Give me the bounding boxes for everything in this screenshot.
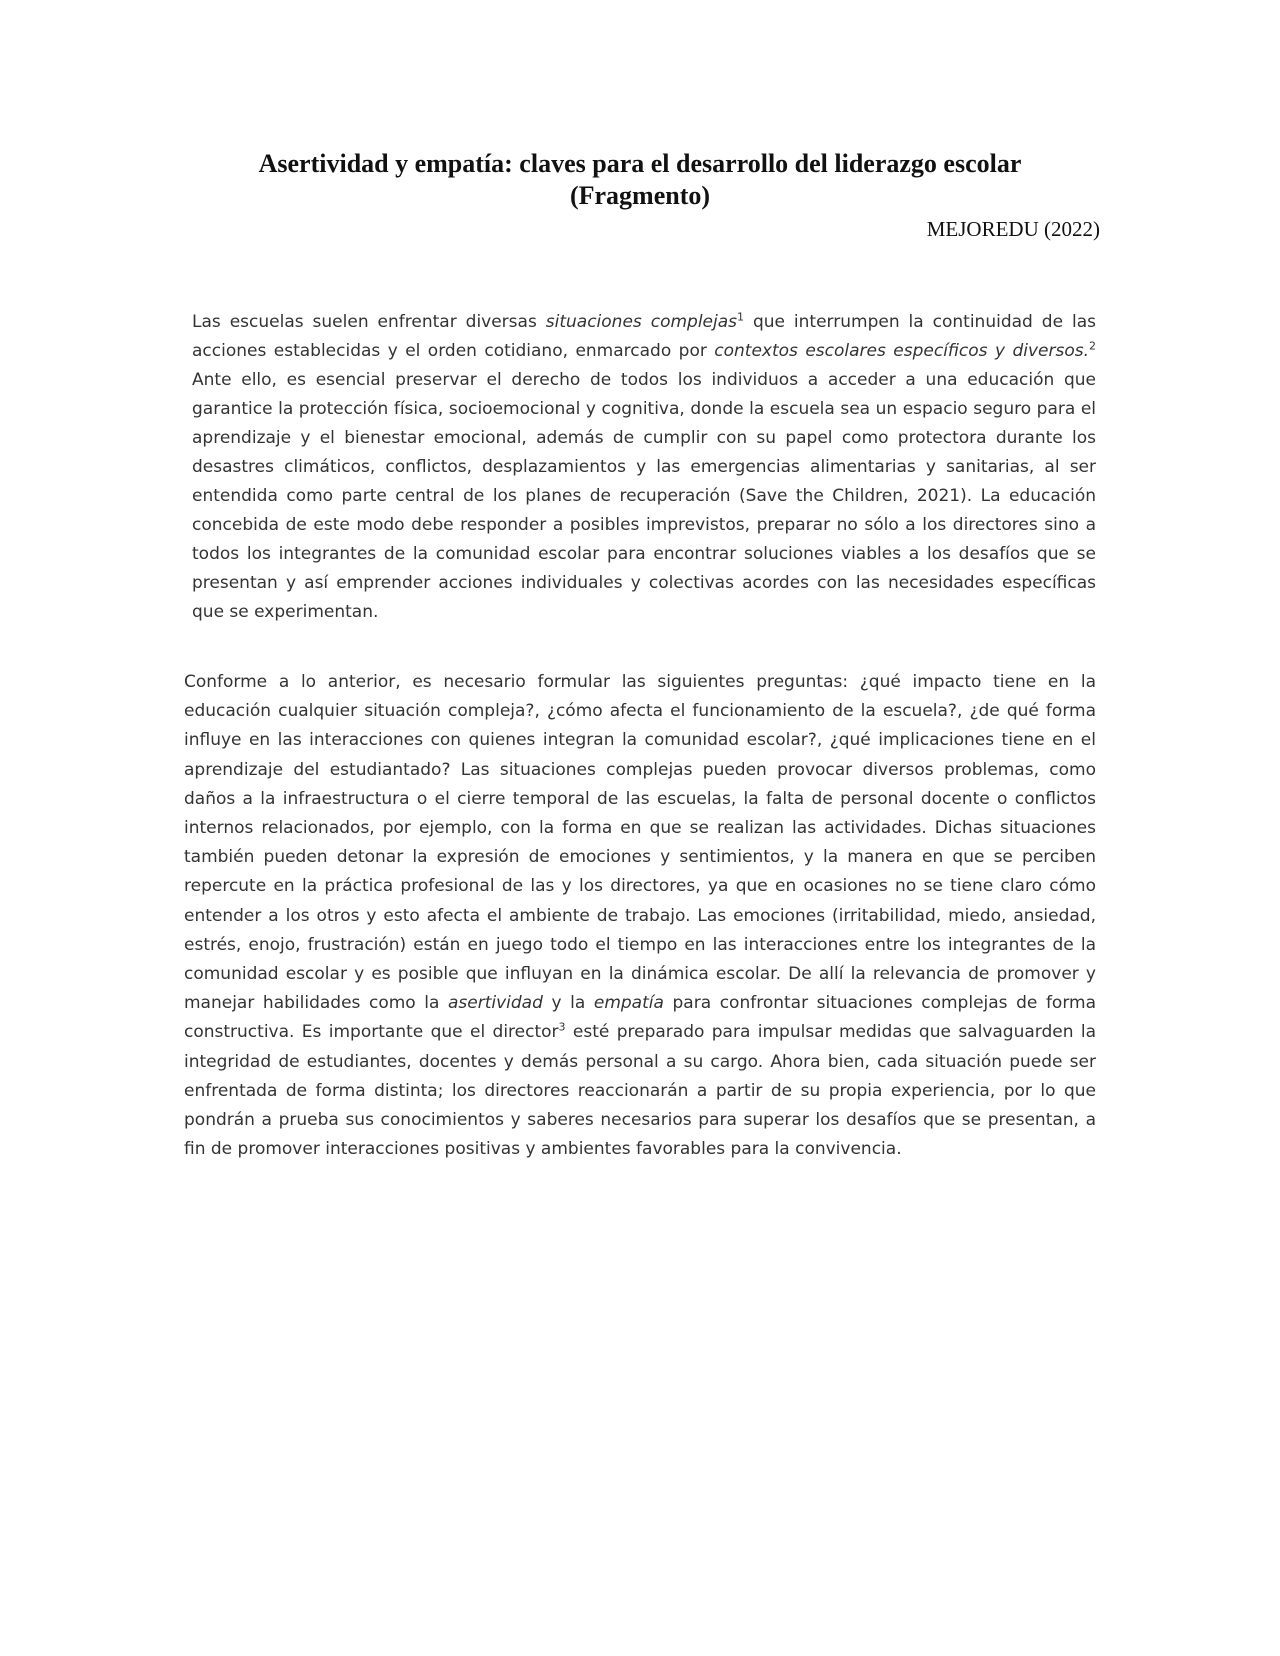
paragraph-1-emphasis-a: situaciones complejas [545, 312, 737, 332]
title-line-1: Asertividad y empatía: claves para el desarrollo del liderazgo escolar [258, 149, 1022, 178]
paragraph-1-emphasis-b: contextos escolares específicos y diversos. [714, 341, 1089, 361]
paragraph-2-text-c: para confrontar situaciones complejas de forma constructiva. Es importante que el director [184, 993, 1096, 1043]
footnote-ref-1[interactable]: 1 [737, 310, 744, 324]
author-citation: MEJOREDU (2022) [926, 217, 1100, 241]
paragraph-2-text-b: y la [542, 993, 594, 1014]
paragraph-2-emphasis-b: empatía [593, 993, 664, 1014]
paragraph-2-text-a: Conforme a lo anterior, es necesario formular las siguientes preguntas: ¿qué impacto tiene en la educación cualquier situación compleja?, ¿cómo afecta el funcionamiento de la escuela?, ¿de qué forma influye en las interacciones con quienes integran la comunidad escolar?, ¿qué implicaciones tiene en el aprendizaje del estudiantado? Las situaciones complejas pueden provocar diversos problemas, como daños a la infraestructura o el cierre temporal de las escuelas, la falta de personal docente o conflictos internos relacionados, por ejemplo, con la forma en que se realizan las actividades. Dichas situaciones también pueden detonar la expresión de emociones y sentimientos, y la manera en que se perciben repercute en la práctica profesional de las y los directores, ya que en ocasiones no se tiene claro cómo entender a los otros y esto afecta el ambiente de trabajo. Las emociones (irritabilidad, miedo, ansiedad, estrés, enojo, frustración) están en juego todo el tiempo en las interacciones entre los integrantes de la comunidad escolar y es posible que influyan en la dinámica escolar. De allí la relevancia de promover y manejar habilidades como la [184, 672, 1096, 1014]
document-title [120, 148, 1160, 212]
paragraph-2-emphasis-a: asertividad [448, 993, 543, 1014]
paragraph-2-text-d: esté preparado para impulsar medidas que salvaguarden la integridad de estudiantes, docentes y demás personal a su cargo. Ahora bien, cada situación puede ser enfrentada de forma distinta; los directores reaccionarán a partir de su propia experiencia, por lo que pondrán a prueba sus conocimientos y saberes necesarios para superar los desafíos que se presentan, a fin de promover interacciones positivas y ambientes favorables para la convivencia. [184, 1022, 1097, 1160]
paragraph-1-text-a: Las escuelas suelen enfrentar diversas [192, 312, 546, 332]
paragraph-2 [184, 668, 1096, 1164]
paragraph-1-text-c: Ante ello, es esencial preservar el derecho de todos los individuos a acceder a una educación que garantice la protección física, socioemocional y cognitiva, donde la escuela sea un espacio seguro para el aprendizaje y el bienestar emocional, además de cumplir con su papel como protectora durante los desastres climáticos, conflictos, desplazamientos y las emergencias alimentarias y sanitarias, al ser entendida como parte central de los planes de recuperación (Save the Children, 2021). La educación concebida de este modo debe responder a posibles imprevistos, preparar no sólo a los directores sino a todos los integrantes de la comunidad escolar para encontrar soluciones viables a los desafíos que se presentan y así emprender acciones individuales y colectivas acordes con las necesidades específicas que se experimentan. [192, 370, 1096, 622]
footnote-ref-2[interactable]: 2 [1088, 339, 1096, 353]
paragraph-1-text-b: que interrumpen la continuidad de las acciones establecidas y el orden cotidiano, enmarcado por [192, 312, 1096, 361]
paragraph-1 [192, 308, 1096, 627]
footnote-ref-3[interactable]: 3 [558, 1020, 566, 1034]
title-line-2: (Fragmento) [569, 181, 711, 210]
